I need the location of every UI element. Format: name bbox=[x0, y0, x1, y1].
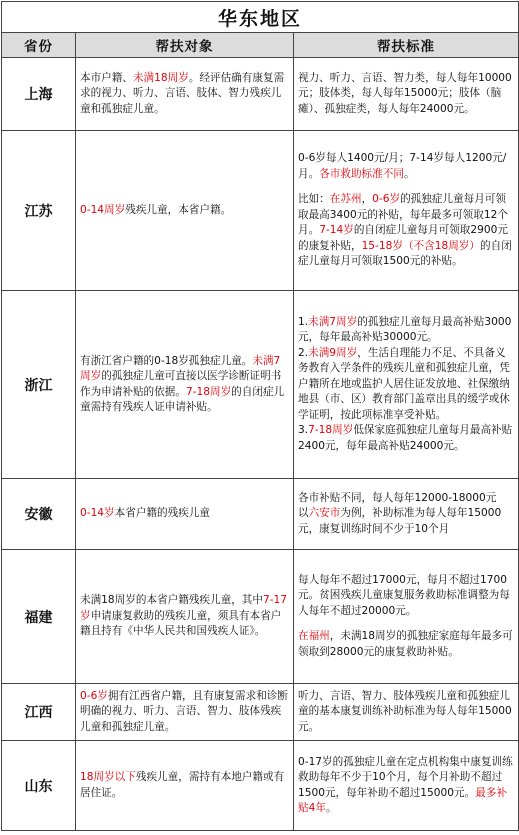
body-text: 0-6岁每人1400元/月；7-14岁每人1200元/月。 bbox=[298, 152, 507, 180]
body-text: ，生活自理能力不足、不具备义务教育入学条件的残疾儿童和孤独症儿童，凭户籍所在地或监护人居住证发放地、社保缴纳地县（市、区）教育部门盖章出具的缓学或休学证明，按此项标准享受补贴。 bbox=[298, 346, 510, 421]
table-row bbox=[2, 131, 519, 291]
paragraph bbox=[298, 423, 514, 454]
paragraph bbox=[298, 755, 514, 817]
body-text: ，未满18周岁的孤独症家庭每年最多可领取到28000元的康复救助补贴。 bbox=[298, 630, 513, 658]
target-cell bbox=[76, 291, 294, 479]
standard-cell bbox=[294, 58, 519, 131]
highlight-text: 未满9周岁 bbox=[308, 346, 358, 359]
paragraph bbox=[298, 346, 514, 424]
target-cell bbox=[76, 550, 294, 684]
table-title: 华东地区 bbox=[2, 2, 519, 33]
body-text: 的孤独症儿童每月可领取最高3400元的补贴，每年最多可领取12个月。 bbox=[298, 193, 508, 237]
body-text: 0-17岁的孤独症儿童在定点机构集中康复训练救助每年不少于10个月，每个月补助不超过1500元，每年补助不超过15000元。 bbox=[298, 755, 513, 799]
province-cell: 山东 bbox=[2, 741, 76, 831]
standard-cell bbox=[294, 550, 519, 684]
highlight-text: 7-18周岁 bbox=[185, 385, 232, 398]
header-row bbox=[2, 33, 519, 58]
paragraph-gap bbox=[298, 619, 514, 629]
table-row bbox=[2, 550, 519, 684]
highlight-text: 0-6岁 bbox=[80, 689, 108, 702]
body-text: 。 bbox=[403, 167, 415, 180]
standard-cell bbox=[294, 291, 519, 479]
highlight-text: 在福州 bbox=[298, 630, 330, 643]
highlight-text: 六安市 bbox=[308, 507, 341, 520]
table-row bbox=[2, 479, 519, 550]
table-row bbox=[2, 684, 519, 741]
province-cell: 福建 bbox=[2, 550, 76, 684]
highlight-text: 0-14岁 bbox=[80, 507, 115, 520]
body-text: 申请康复救助的残疾儿童，须具有本省户籍且持有《中华人民共和国残疾人证》。 bbox=[80, 609, 282, 638]
body-text: 有浙江省户籍的0-18岁孤独症儿童。 bbox=[80, 354, 253, 367]
target-cell bbox=[76, 131, 294, 291]
body-text: 为例，补助标准为每人每年15000元，康复训练时间不少于10个月 bbox=[298, 507, 502, 535]
paragraph-gap bbox=[298, 182, 514, 192]
body-text: 的孤独症儿童可直接以医学诊断证明书作为申请补贴的依据。 bbox=[80, 370, 282, 398]
body-text: 各市补贴不同，每人每年12000-18000元 bbox=[298, 491, 497, 504]
body-text: 每人每年不超过17000元，每月不超过1700元。贫困残疾儿童康复服务救助标准调整为每人每年不超过20000元。 bbox=[298, 573, 510, 617]
standard-cell bbox=[294, 741, 519, 831]
highlight-text: 15-18岁（不含18周岁） bbox=[361, 239, 480, 252]
body-text: 2. bbox=[298, 346, 309, 359]
highlight-text: 最多补贴4年 bbox=[298, 786, 507, 814]
province-cell: 浙江 bbox=[2, 291, 76, 479]
highlight-text: 未满7周岁 bbox=[80, 354, 281, 382]
body-text: 未满18周岁的本省户籍残疾儿童，其中 bbox=[80, 594, 263, 607]
subsidy-table bbox=[1, 1, 519, 831]
body-text: 以 bbox=[298, 507, 309, 520]
province-cell: 江西 bbox=[2, 684, 76, 741]
header-target: 帮扶对象 bbox=[76, 33, 294, 58]
table-row bbox=[2, 291, 519, 479]
target-cell bbox=[76, 684, 294, 741]
paragraph bbox=[298, 573, 514, 620]
paragraph bbox=[298, 491, 514, 507]
highlight-text: 各市救助标准不同 bbox=[319, 167, 404, 180]
highlight-text: 未满18周岁 bbox=[132, 71, 189, 84]
title-row bbox=[2, 2, 519, 33]
table-row bbox=[2, 741, 519, 831]
body-text: 的自闭症儿童每月可领取2900元的康复补贴， bbox=[298, 224, 508, 252]
standard-cell bbox=[294, 131, 519, 291]
body-text: 3. bbox=[298, 424, 309, 437]
paragraph bbox=[298, 629, 514, 660]
body-text: 残疾儿童，本省户籍。 bbox=[125, 203, 232, 216]
paragraph bbox=[298, 192, 514, 270]
subsidy-table-sheet bbox=[1, 1, 518, 831]
body-text: 比如： bbox=[298, 193, 330, 206]
body-text: 低保家庭孤独症儿童每月最高补贴2400元，每年最高补贴24000元。 bbox=[298, 424, 513, 452]
province-cell: 安徽 bbox=[2, 479, 76, 550]
body-text: ， bbox=[361, 193, 373, 206]
highlight-text: 0-14周岁 bbox=[80, 203, 126, 216]
body-text: 听力、言语、智力、肢体残疾儿童和孤独症儿童的基本康复训练补助标准为每人每年15000元。 bbox=[298, 689, 512, 733]
province-cell: 江苏 bbox=[2, 131, 76, 291]
highlight-text: 0-6岁 bbox=[372, 193, 401, 206]
province-cell: 上海 bbox=[2, 58, 76, 131]
table-row bbox=[2, 58, 519, 131]
body-text: 的自闭症儿童需持有残疾人证申请补贴。 bbox=[80, 385, 285, 413]
body-text: 残疾儿童，需持有本地户籍或有居住证。 bbox=[80, 771, 285, 799]
paragraph bbox=[298, 151, 514, 182]
highlight-text: 18周岁以下 bbox=[80, 771, 136, 783]
body-text: 的孤独症儿童每月最高补贴3000元，每年最高补贴30000元。 bbox=[298, 315, 512, 344]
header-province: 省份 bbox=[2, 33, 76, 58]
highlight-text: 在苏州 bbox=[329, 193, 362, 206]
highlight-text: 7-14岁 bbox=[319, 224, 354, 237]
body-text: 。 bbox=[325, 802, 337, 814]
paragraph bbox=[298, 315, 514, 346]
target-cell bbox=[76, 58, 294, 131]
body-text: 视力、听力、言语、智力类，每人每年10000元；肢体类，每人每年15000元；肢体（脑瘫）、孤独症类，每人每年24000元。 bbox=[298, 71, 512, 115]
body-text: 的自闭症儿童每月可领取1500元的补贴。 bbox=[298, 239, 512, 268]
paragraph bbox=[298, 689, 514, 736]
paragraph bbox=[298, 506, 514, 537]
standard-cell bbox=[294, 684, 519, 741]
highlight-text: 未满7周岁 bbox=[308, 315, 358, 328]
target-cell bbox=[76, 479, 294, 550]
body-text: 。经评估确有康复需求的视力、听力、言语、肢体、智力残疾儿童和孤独症儿童。 bbox=[80, 71, 285, 115]
highlight-text: 7-17岁 bbox=[80, 594, 288, 622]
body-text: 本市户籍、 bbox=[80, 71, 133, 84]
paragraph bbox=[298, 71, 514, 118]
body-text: 拥有江西省户籍，且有康复需求和诊断明确的视力、听力、言语、智力、肢体残疾儿童和孤独症儿童。 bbox=[80, 689, 288, 733]
highlight-text: 7-18周岁 bbox=[308, 424, 354, 437]
body-text: 1. bbox=[298, 315, 309, 328]
target-cell bbox=[76, 741, 294, 831]
header-standard: 帮扶标准 bbox=[294, 33, 519, 58]
body-text: 本省户籍的残疾儿童 bbox=[114, 507, 210, 520]
standard-cell bbox=[294, 479, 519, 550]
